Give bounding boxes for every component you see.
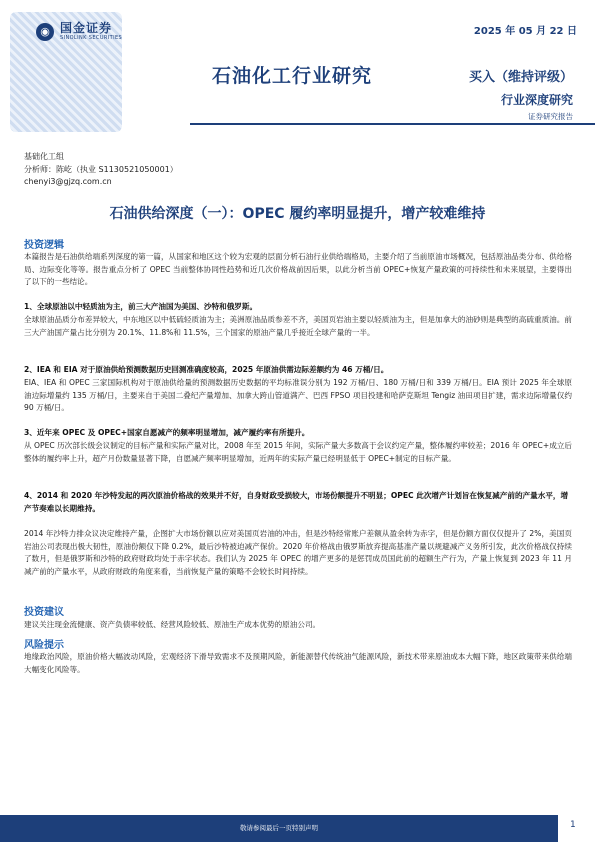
logo-text-en: SINOLINK SECURITIES (60, 35, 123, 41)
report-title: 石油供给深度（一）：OPEC 履约率明显提升，增产较难维持 (109, 206, 486, 222)
report-kind: 证券研究报告 (528, 112, 573, 121)
section-heading-advice: 投资建议 (24, 607, 64, 618)
risk-paragraph: 地缘政治风险，原油价格大幅波动风险，宏观经济下滑导致需求不及预期风险，新能源替代传统油气能源风险，新技术带来原油成本大幅下降，地区政策带来供给端大幅变化风险等。 (24, 652, 572, 674)
point-3-body: 从 OPEC 历次部长级会议制定的目标产量和实际产量对比，2008 年至 2015 年间，实际产量大多数高于会议约定产量，整体履约率较差；2016 年 OPEC+成立后整体的履约率上升，超产月份数量显著下降，自愿减产频率明显增加，近两年的实际产量已经明显低于 OPEC+制定的目标产量。 (24, 441, 572, 463)
report-date: 2025 年 05 月 22 日 (473, 26, 577, 37)
report-type: 行业深度研究 (500, 93, 573, 107)
point-4-body: 2014 年沙特力排众议决定维持产量，企图扩大市场份额以应对美国页岩油的冲击，但是沙特经常账户差额从盈余转为赤字，但是份额方面仅仅提升了 2%，美国页岩油公司表现出极大韧性，原油份额仅下降 0.2%，最后沙特被迫减产保价。2020 年价格战由俄罗斯放弃提高基准产量以规避减产义务所引发，此次价格战仅持续了数月，但是俄罗斯和沙特的政府财政均处于赤字状态。我们认为 2025 年 OPEC 的增产更多的是惩罚成员国此前的超额生产行为，产量上恢复到 2023 年 11 月减产前的产量水平，从政府财政的角度来看，当前恢复产量的策略不会较长时间持续。 (24, 529, 572, 576)
logo-mark-icon: ◉ (36, 23, 54, 41)
logo-text-cn: 国金证券 (60, 21, 113, 35)
author-block (24, 151, 178, 189)
author-analyst: 分析师：陈屹（执业 S1130521050001） (24, 164, 178, 174)
section-heading-logic: 投资逻辑 (24, 240, 64, 251)
point-1-body: 全球原油品质分布差异较大，中东地区以中低硫轻质油为主；美洲原油品质参差不齐，美国页岩油主要以轻质油为主，但是加拿大的油砂则是典型的高硫重质油。前三大产油国产量占比分别为 20.1%、11.8%和 11.5%，三个国家的原油产量几乎接近全球产量的一半。 (24, 315, 572, 337)
point-4-heading: 4、2014 和 2020 年沙特发起的两次原油价格战的效果并不好，自身财政受损较大，市场份额提升不明显；OPEC 此次增产计划旨在恢复减产前的产量水平，增产节奏难以长期维持。 (24, 491, 569, 513)
author-group: 基础化工组 (24, 152, 64, 161)
point-2-body: EIA、IEA 和 OPEC 三家国际机构对于原油供给量的预测数据历史数据的平均标准误分别为 192 万桶/日、180 万桶/日和 339 万桶/日。EIA 预计 2025 年全球原油边际增量约 135 万桶/日，主要来自于美国二叠纪产量增加、加拿大跨山管道满产、巴西 FPSO 项目投建和哈萨克斯坦 Tengiz 油田项目扩建，需求边际增量仅约 90 万桶/日。 (24, 378, 572, 413)
section-heading-risk: 风险提示 (24, 640, 64, 651)
page-number: 1 (570, 820, 576, 830)
intro-paragraph: 本篇报告是石油供给端系列深度的第一篇，从国家和地区这个较为宏观的层面分析石油行业供给端格局，主要介绍了当前原油市场概况，包括原油品类分布、供给格局、边际变化等等。报告重点分析了 OPEC 当前整体协同性趋势和近几次价格战前因后果，以此分析当前 OPEC+恢复产量政策的可持续性和未来展望，主要得出了以下的一些结论。 (24, 252, 572, 287)
rating: 买入（维持评级） (468, 70, 573, 85)
point-3-heading: 3、近年来 OPEC 及 OPEC+国家自愿减产的频率明显增加，减产履约率有所提升。 (24, 428, 310, 437)
footer-disclaimer-link[interactable]: 敬请参阅最后一页特别声明 (240, 824, 318, 832)
header-divider (190, 123, 595, 125)
author-email[interactable]: chenyi3@gjzq.com.cn (24, 177, 112, 186)
point-1-heading: 1、全球原油以中轻质油为主，前三大产油国为美国、沙特和俄罗斯。 (24, 302, 258, 311)
industry-title: 石油化工行业研究 (212, 65, 373, 87)
company-logo (36, 22, 122, 41)
point-2-heading: 2、IEA 和 EIA 对于原油供给预测数据历史回测准确度较高，2025 年原油供需边际差额约为 46 万桶/日。 (24, 365, 389, 374)
advice-paragraph: 建议关注现金流健康、资产负债率较低、经营风险较低、原油生产成本优势的原油公司。 (24, 620, 321, 629)
